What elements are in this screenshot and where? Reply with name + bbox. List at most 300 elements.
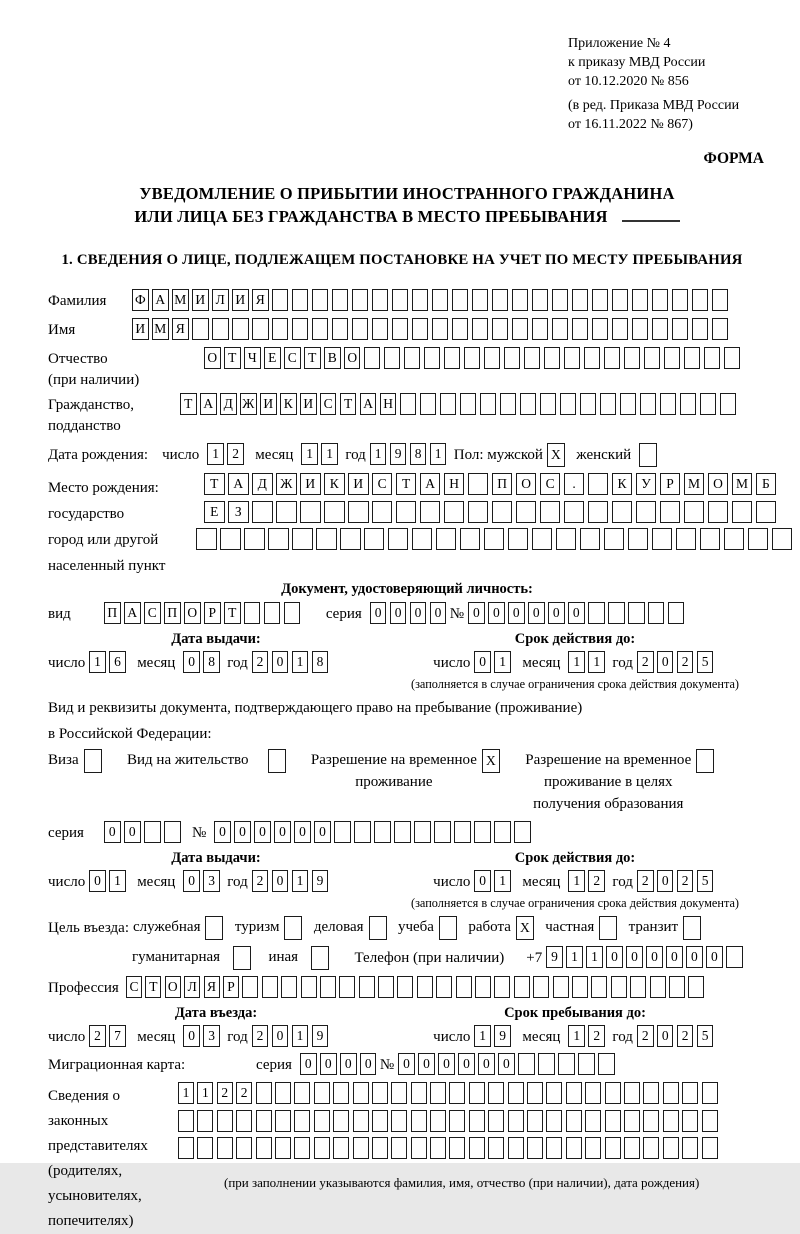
- char-cell[interactable]: И: [348, 473, 369, 495]
- char-cell[interactable]: [650, 976, 666, 998]
- char-cell[interactable]: [553, 976, 569, 998]
- char-cell[interactable]: [391, 1082, 407, 1104]
- char-cell[interactable]: [712, 289, 729, 311]
- char-cell[interactable]: 0: [320, 1053, 337, 1075]
- char-cell[interactable]: С: [320, 393, 337, 415]
- char-cell[interactable]: С: [540, 473, 561, 495]
- char-cell[interactable]: [636, 501, 657, 523]
- char-cell[interactable]: М: [684, 473, 705, 495]
- char-cell[interactable]: 3: [203, 870, 220, 892]
- char-cell[interactable]: [504, 347, 521, 369]
- char-cell[interactable]: [196, 528, 217, 550]
- char-cell[interactable]: О: [344, 347, 361, 369]
- char-cell[interactable]: [312, 318, 329, 340]
- char-cell[interactable]: [359, 976, 375, 998]
- char-cell[interactable]: [392, 318, 409, 340]
- char-cell[interactable]: [732, 501, 753, 523]
- char-cell[interactable]: [378, 976, 394, 998]
- char-cell[interactable]: Я: [204, 976, 220, 998]
- char-cell[interactable]: [572, 318, 589, 340]
- char-cell[interactable]: 0: [272, 651, 289, 673]
- char-cell[interactable]: С: [372, 473, 393, 495]
- char-cell[interactable]: П: [492, 473, 513, 495]
- char-cell[interactable]: [591, 976, 607, 998]
- char-cell[interactable]: 1: [566, 946, 583, 968]
- checkbox-cell[interactable]: X: [516, 916, 534, 940]
- char-cell[interactable]: [648, 602, 665, 624]
- char-cell[interactable]: 0: [274, 821, 291, 843]
- char-cell[interactable]: [353, 1110, 369, 1132]
- char-cell[interactable]: [538, 1053, 555, 1075]
- char-cell[interactable]: [384, 347, 401, 369]
- char-cell[interactable]: 0: [686, 946, 703, 968]
- char-cell[interactable]: П: [104, 602, 121, 624]
- char-cell[interactable]: [580, 528, 601, 550]
- char-cell[interactable]: [252, 318, 269, 340]
- char-cell[interactable]: Т: [180, 393, 197, 415]
- checkbox-cell[interactable]: [205, 916, 223, 940]
- char-cell[interactable]: [516, 501, 537, 523]
- char-cell[interactable]: [720, 393, 737, 415]
- char-cell[interactable]: П: [164, 602, 181, 624]
- char-cell[interactable]: О: [516, 473, 537, 495]
- char-cell[interactable]: [192, 318, 209, 340]
- char-cell[interactable]: [512, 318, 529, 340]
- char-cell[interactable]: [469, 1082, 485, 1104]
- checkbox-cell[interactable]: X: [482, 749, 500, 773]
- char-cell[interactable]: [643, 1137, 659, 1159]
- char-cell[interactable]: [680, 393, 697, 415]
- char-cell[interactable]: А: [200, 393, 217, 415]
- char-cell[interactable]: 2: [236, 1082, 252, 1104]
- char-cell[interactable]: [300, 501, 321, 523]
- char-cell[interactable]: [217, 1110, 233, 1132]
- checkbox-cell[interactable]: [268, 749, 286, 773]
- checkbox-cell[interactable]: X: [547, 443, 565, 467]
- char-cell[interactable]: К: [324, 473, 345, 495]
- checkbox-cell[interactable]: [284, 916, 302, 940]
- char-cell[interactable]: [532, 528, 553, 550]
- char-cell[interactable]: [320, 976, 336, 998]
- char-cell[interactable]: [624, 1110, 640, 1132]
- char-cell[interactable]: [585, 1110, 601, 1132]
- char-cell[interactable]: [564, 347, 581, 369]
- char-cell[interactable]: [460, 528, 481, 550]
- char-cell[interactable]: [275, 1137, 291, 1159]
- char-cell[interactable]: [572, 976, 588, 998]
- char-cell[interactable]: 1: [370, 443, 387, 465]
- char-cell[interactable]: [217, 1137, 233, 1159]
- char-cell[interactable]: [284, 602, 301, 624]
- char-cell[interactable]: [412, 528, 433, 550]
- checkbox-cell[interactable]: [599, 916, 617, 940]
- char-cell[interactable]: [301, 976, 317, 998]
- char-cell[interactable]: [558, 1053, 575, 1075]
- char-cell[interactable]: [512, 289, 529, 311]
- char-cell[interactable]: 2: [252, 651, 269, 673]
- char-cell[interactable]: [449, 1137, 465, 1159]
- char-cell[interactable]: 1: [494, 651, 511, 673]
- char-cell[interactable]: [572, 289, 589, 311]
- char-cell[interactable]: 0: [398, 1053, 415, 1075]
- char-cell[interactable]: 9: [312, 870, 329, 892]
- char-cell[interactable]: [702, 1110, 718, 1132]
- char-cell[interactable]: И: [232, 289, 249, 311]
- char-cell[interactable]: [508, 528, 529, 550]
- char-cell[interactable]: [294, 1110, 310, 1132]
- char-cell[interactable]: [372, 1110, 388, 1132]
- char-cell[interactable]: [620, 393, 637, 415]
- char-cell[interactable]: [372, 289, 389, 311]
- char-cell[interactable]: [492, 318, 509, 340]
- char-cell[interactable]: .: [564, 473, 585, 495]
- char-cell[interactable]: [672, 289, 689, 311]
- char-cell[interactable]: 1: [588, 651, 605, 673]
- char-cell[interactable]: [588, 602, 605, 624]
- char-cell[interactable]: [472, 318, 489, 340]
- char-cell[interactable]: 0: [183, 870, 200, 892]
- char-cell[interactable]: [682, 1110, 698, 1132]
- char-cell[interactable]: [232, 318, 249, 340]
- char-cell[interactable]: С: [144, 602, 161, 624]
- char-cell[interactable]: М: [732, 473, 753, 495]
- char-cell[interactable]: [444, 347, 461, 369]
- char-cell[interactable]: У: [636, 473, 657, 495]
- char-cell[interactable]: [472, 289, 489, 311]
- char-cell[interactable]: [605, 1110, 621, 1132]
- char-cell[interactable]: [352, 289, 369, 311]
- char-cell[interactable]: [474, 821, 491, 843]
- char-cell[interactable]: Я: [252, 289, 269, 311]
- char-cell[interactable]: А: [228, 473, 249, 495]
- char-cell[interactable]: 1: [474, 1025, 491, 1047]
- char-cell[interactable]: 0: [657, 1025, 674, 1047]
- char-cell[interactable]: [660, 501, 681, 523]
- char-cell[interactable]: 0: [458, 1053, 475, 1075]
- char-cell[interactable]: [452, 289, 469, 311]
- char-cell[interactable]: 1: [292, 870, 309, 892]
- char-cell[interactable]: [178, 1110, 194, 1132]
- char-cell[interactable]: Т: [224, 602, 241, 624]
- char-cell[interactable]: [144, 821, 161, 843]
- char-cell[interactable]: [566, 1137, 582, 1159]
- char-cell[interactable]: 0: [340, 1053, 357, 1075]
- char-cell[interactable]: [420, 393, 437, 415]
- char-cell[interactable]: Л: [212, 289, 229, 311]
- char-cell[interactable]: Т: [396, 473, 417, 495]
- char-cell[interactable]: [430, 1110, 446, 1132]
- char-cell[interactable]: 1: [109, 870, 126, 892]
- char-cell[interactable]: Ж: [240, 393, 257, 415]
- char-cell[interactable]: [578, 1053, 595, 1075]
- char-cell[interactable]: [411, 1082, 427, 1104]
- char-cell[interactable]: [564, 501, 585, 523]
- char-cell[interactable]: [314, 1137, 330, 1159]
- char-cell[interactable]: 1: [568, 870, 585, 892]
- char-cell[interactable]: [256, 1110, 272, 1132]
- char-cell[interactable]: [524, 347, 541, 369]
- char-cell[interactable]: [588, 501, 609, 523]
- char-cell[interactable]: [608, 602, 625, 624]
- char-cell[interactable]: [404, 347, 421, 369]
- char-cell[interactable]: [256, 1082, 272, 1104]
- char-cell[interactable]: [702, 1082, 718, 1104]
- char-cell[interactable]: Р: [204, 602, 221, 624]
- char-cell[interactable]: [692, 289, 709, 311]
- checkbox-cell[interactable]: [696, 749, 714, 773]
- char-cell[interactable]: [684, 501, 705, 523]
- char-cell[interactable]: [527, 1137, 543, 1159]
- char-cell[interactable]: [488, 1110, 504, 1132]
- char-cell[interactable]: [611, 976, 627, 998]
- char-cell[interactable]: [628, 602, 645, 624]
- char-cell[interactable]: [164, 821, 181, 843]
- char-cell[interactable]: [372, 1137, 388, 1159]
- char-cell[interactable]: [533, 976, 549, 998]
- char-cell[interactable]: 0: [89, 870, 106, 892]
- char-cell[interactable]: 2: [677, 651, 694, 673]
- char-cell[interactable]: [624, 1082, 640, 1104]
- char-cell[interactable]: 2: [588, 1025, 605, 1047]
- char-cell[interactable]: [272, 289, 289, 311]
- char-cell[interactable]: 5: [697, 651, 714, 673]
- char-cell[interactable]: [660, 393, 677, 415]
- char-cell[interactable]: [272, 318, 289, 340]
- char-cell[interactable]: [394, 821, 411, 843]
- char-cell[interactable]: [314, 1110, 330, 1132]
- char-cell[interactable]: 0: [478, 1053, 495, 1075]
- char-cell[interactable]: 0: [646, 946, 663, 968]
- char-cell[interactable]: [700, 393, 717, 415]
- char-cell[interactable]: [430, 1137, 446, 1159]
- char-cell[interactable]: 2: [677, 1025, 694, 1047]
- char-cell[interactable]: [546, 1110, 562, 1132]
- char-cell[interactable]: [494, 976, 510, 998]
- char-cell[interactable]: [600, 393, 617, 415]
- char-cell[interactable]: 1: [430, 443, 447, 465]
- char-cell[interactable]: С: [126, 976, 142, 998]
- char-cell[interactable]: [566, 1110, 582, 1132]
- char-cell[interactable]: [396, 501, 417, 523]
- char-cell[interactable]: 8: [312, 651, 329, 673]
- char-cell[interactable]: [652, 289, 669, 311]
- char-cell[interactable]: И: [300, 473, 321, 495]
- char-cell[interactable]: [256, 1137, 272, 1159]
- char-cell[interactable]: [294, 1082, 310, 1104]
- char-cell[interactable]: Н: [444, 473, 465, 495]
- char-cell[interactable]: [480, 393, 497, 415]
- char-cell[interactable]: [669, 976, 685, 998]
- char-cell[interactable]: 0: [508, 602, 525, 624]
- char-cell[interactable]: [391, 1137, 407, 1159]
- char-cell[interactable]: 0: [438, 1053, 455, 1075]
- char-cell[interactable]: 0: [606, 946, 623, 968]
- char-cell[interactable]: [220, 528, 241, 550]
- char-cell[interactable]: [436, 528, 457, 550]
- char-cell[interactable]: [388, 528, 409, 550]
- char-cell[interactable]: [236, 1110, 252, 1132]
- char-cell[interactable]: 0: [300, 1053, 317, 1075]
- char-cell[interactable]: 0: [568, 602, 585, 624]
- char-cell[interactable]: [628, 528, 649, 550]
- char-cell[interactable]: [264, 602, 281, 624]
- char-cell[interactable]: 0: [528, 602, 545, 624]
- char-cell[interactable]: 0: [418, 1053, 435, 1075]
- char-cell[interactable]: 5: [697, 1025, 714, 1047]
- char-cell[interactable]: [585, 1137, 601, 1159]
- char-cell[interactable]: [552, 318, 569, 340]
- char-cell[interactable]: [449, 1110, 465, 1132]
- char-cell[interactable]: [492, 501, 513, 523]
- char-cell[interactable]: О: [184, 602, 201, 624]
- char-cell[interactable]: 1: [178, 1082, 194, 1104]
- char-cell[interactable]: [676, 528, 697, 550]
- char-cell[interactable]: [652, 318, 669, 340]
- char-cell[interactable]: [556, 528, 577, 550]
- char-cell[interactable]: [314, 1082, 330, 1104]
- char-cell[interactable]: [268, 528, 289, 550]
- char-cell[interactable]: 2: [588, 870, 605, 892]
- char-cell[interactable]: Т: [204, 473, 225, 495]
- char-cell[interactable]: [432, 318, 449, 340]
- char-cell[interactable]: [412, 289, 429, 311]
- char-cell[interactable]: [372, 501, 393, 523]
- checkbox-cell[interactable]: [683, 916, 701, 940]
- char-cell[interactable]: 1: [292, 1025, 309, 1047]
- char-cell[interactable]: 0: [468, 602, 485, 624]
- char-cell[interactable]: [643, 1082, 659, 1104]
- char-cell[interactable]: [500, 393, 517, 415]
- char-cell[interactable]: [540, 393, 557, 415]
- char-cell[interactable]: 0: [666, 946, 683, 968]
- char-cell[interactable]: [624, 1137, 640, 1159]
- char-cell[interactable]: О: [165, 976, 181, 998]
- char-cell[interactable]: [333, 1082, 349, 1104]
- char-cell[interactable]: [643, 1110, 659, 1132]
- char-cell[interactable]: [612, 289, 629, 311]
- char-cell[interactable]: [772, 528, 793, 550]
- char-cell[interactable]: [652, 528, 673, 550]
- char-cell[interactable]: [262, 976, 278, 998]
- char-cell[interactable]: Т: [340, 393, 357, 415]
- char-cell[interactable]: [488, 1137, 504, 1159]
- char-cell[interactable]: 2: [637, 1025, 654, 1047]
- char-cell[interactable]: [584, 347, 601, 369]
- char-cell[interactable]: [682, 1082, 698, 1104]
- char-cell[interactable]: Я: [172, 318, 189, 340]
- char-cell[interactable]: Ф: [132, 289, 149, 311]
- char-cell[interactable]: 2: [252, 870, 269, 892]
- char-cell[interactable]: 0: [254, 821, 271, 843]
- char-cell[interactable]: [468, 501, 489, 523]
- char-cell[interactable]: Д: [220, 393, 237, 415]
- char-cell[interactable]: [372, 318, 389, 340]
- char-cell[interactable]: [494, 821, 511, 843]
- char-cell[interactable]: [374, 821, 391, 843]
- checkbox-cell[interactable]: [311, 946, 329, 970]
- char-cell[interactable]: [292, 289, 309, 311]
- char-cell[interactable]: В: [324, 347, 341, 369]
- char-cell[interactable]: [546, 1137, 562, 1159]
- char-cell[interactable]: [527, 1082, 543, 1104]
- char-cell[interactable]: 0: [370, 602, 387, 624]
- char-cell[interactable]: А: [360, 393, 377, 415]
- char-cell[interactable]: 2: [637, 651, 654, 673]
- char-cell[interactable]: 1: [568, 1025, 585, 1047]
- char-cell[interactable]: 1: [586, 946, 603, 968]
- char-cell[interactable]: 0: [360, 1053, 377, 1075]
- char-cell[interactable]: Т: [145, 976, 161, 998]
- char-cell[interactable]: [275, 1110, 291, 1132]
- char-cell[interactable]: [514, 976, 530, 998]
- char-cell[interactable]: 6: [109, 651, 126, 673]
- char-cell[interactable]: [688, 976, 704, 998]
- char-cell[interactable]: [197, 1137, 213, 1159]
- char-cell[interactable]: [281, 976, 297, 998]
- char-cell[interactable]: [546, 1082, 562, 1104]
- char-cell[interactable]: Б: [756, 473, 777, 495]
- char-cell[interactable]: [630, 976, 646, 998]
- char-cell[interactable]: 0: [410, 602, 427, 624]
- char-cell[interactable]: [469, 1110, 485, 1132]
- char-cell[interactable]: 0: [272, 1025, 289, 1047]
- char-cell[interactable]: К: [612, 473, 633, 495]
- char-cell[interactable]: [532, 289, 549, 311]
- char-cell[interactable]: Д: [252, 473, 273, 495]
- char-cell[interactable]: [197, 1110, 213, 1132]
- char-cell[interactable]: [292, 528, 313, 550]
- char-cell[interactable]: [430, 1082, 446, 1104]
- char-cell[interactable]: 0: [657, 651, 674, 673]
- char-cell[interactable]: 2: [217, 1082, 233, 1104]
- char-cell[interactable]: [663, 1082, 679, 1104]
- char-cell[interactable]: К: [280, 393, 297, 415]
- char-cell[interactable]: [708, 501, 729, 523]
- char-cell[interactable]: [324, 501, 345, 523]
- char-cell[interactable]: [397, 976, 413, 998]
- char-cell[interactable]: [178, 1137, 194, 1159]
- char-cell[interactable]: М: [172, 289, 189, 311]
- char-cell[interactable]: Р: [223, 976, 239, 998]
- char-cell[interactable]: [333, 1137, 349, 1159]
- char-cell[interactable]: 9: [546, 946, 563, 968]
- char-cell[interactable]: 0: [183, 651, 200, 673]
- char-cell[interactable]: [244, 602, 261, 624]
- char-cell[interactable]: [332, 289, 349, 311]
- checkbox-cell[interactable]: [439, 916, 457, 940]
- char-cell[interactable]: [475, 976, 491, 998]
- char-cell[interactable]: [434, 821, 451, 843]
- char-cell[interactable]: [532, 318, 549, 340]
- char-cell[interactable]: [364, 347, 381, 369]
- char-cell[interactable]: [436, 976, 452, 998]
- char-cell[interactable]: [364, 528, 385, 550]
- char-cell[interactable]: [432, 289, 449, 311]
- char-cell[interactable]: 0: [430, 602, 447, 624]
- char-cell[interactable]: [444, 501, 465, 523]
- char-cell[interactable]: 0: [548, 602, 565, 624]
- char-cell[interactable]: [372, 1082, 388, 1104]
- char-cell[interactable]: 1: [301, 443, 318, 465]
- char-cell[interactable]: [640, 393, 657, 415]
- char-cell[interactable]: О: [204, 347, 221, 369]
- char-cell[interactable]: [632, 289, 649, 311]
- char-cell[interactable]: [692, 318, 709, 340]
- char-cell[interactable]: [411, 1137, 427, 1159]
- char-cell[interactable]: [353, 1082, 369, 1104]
- char-cell[interactable]: А: [124, 602, 141, 624]
- char-cell[interactable]: Л: [184, 976, 200, 998]
